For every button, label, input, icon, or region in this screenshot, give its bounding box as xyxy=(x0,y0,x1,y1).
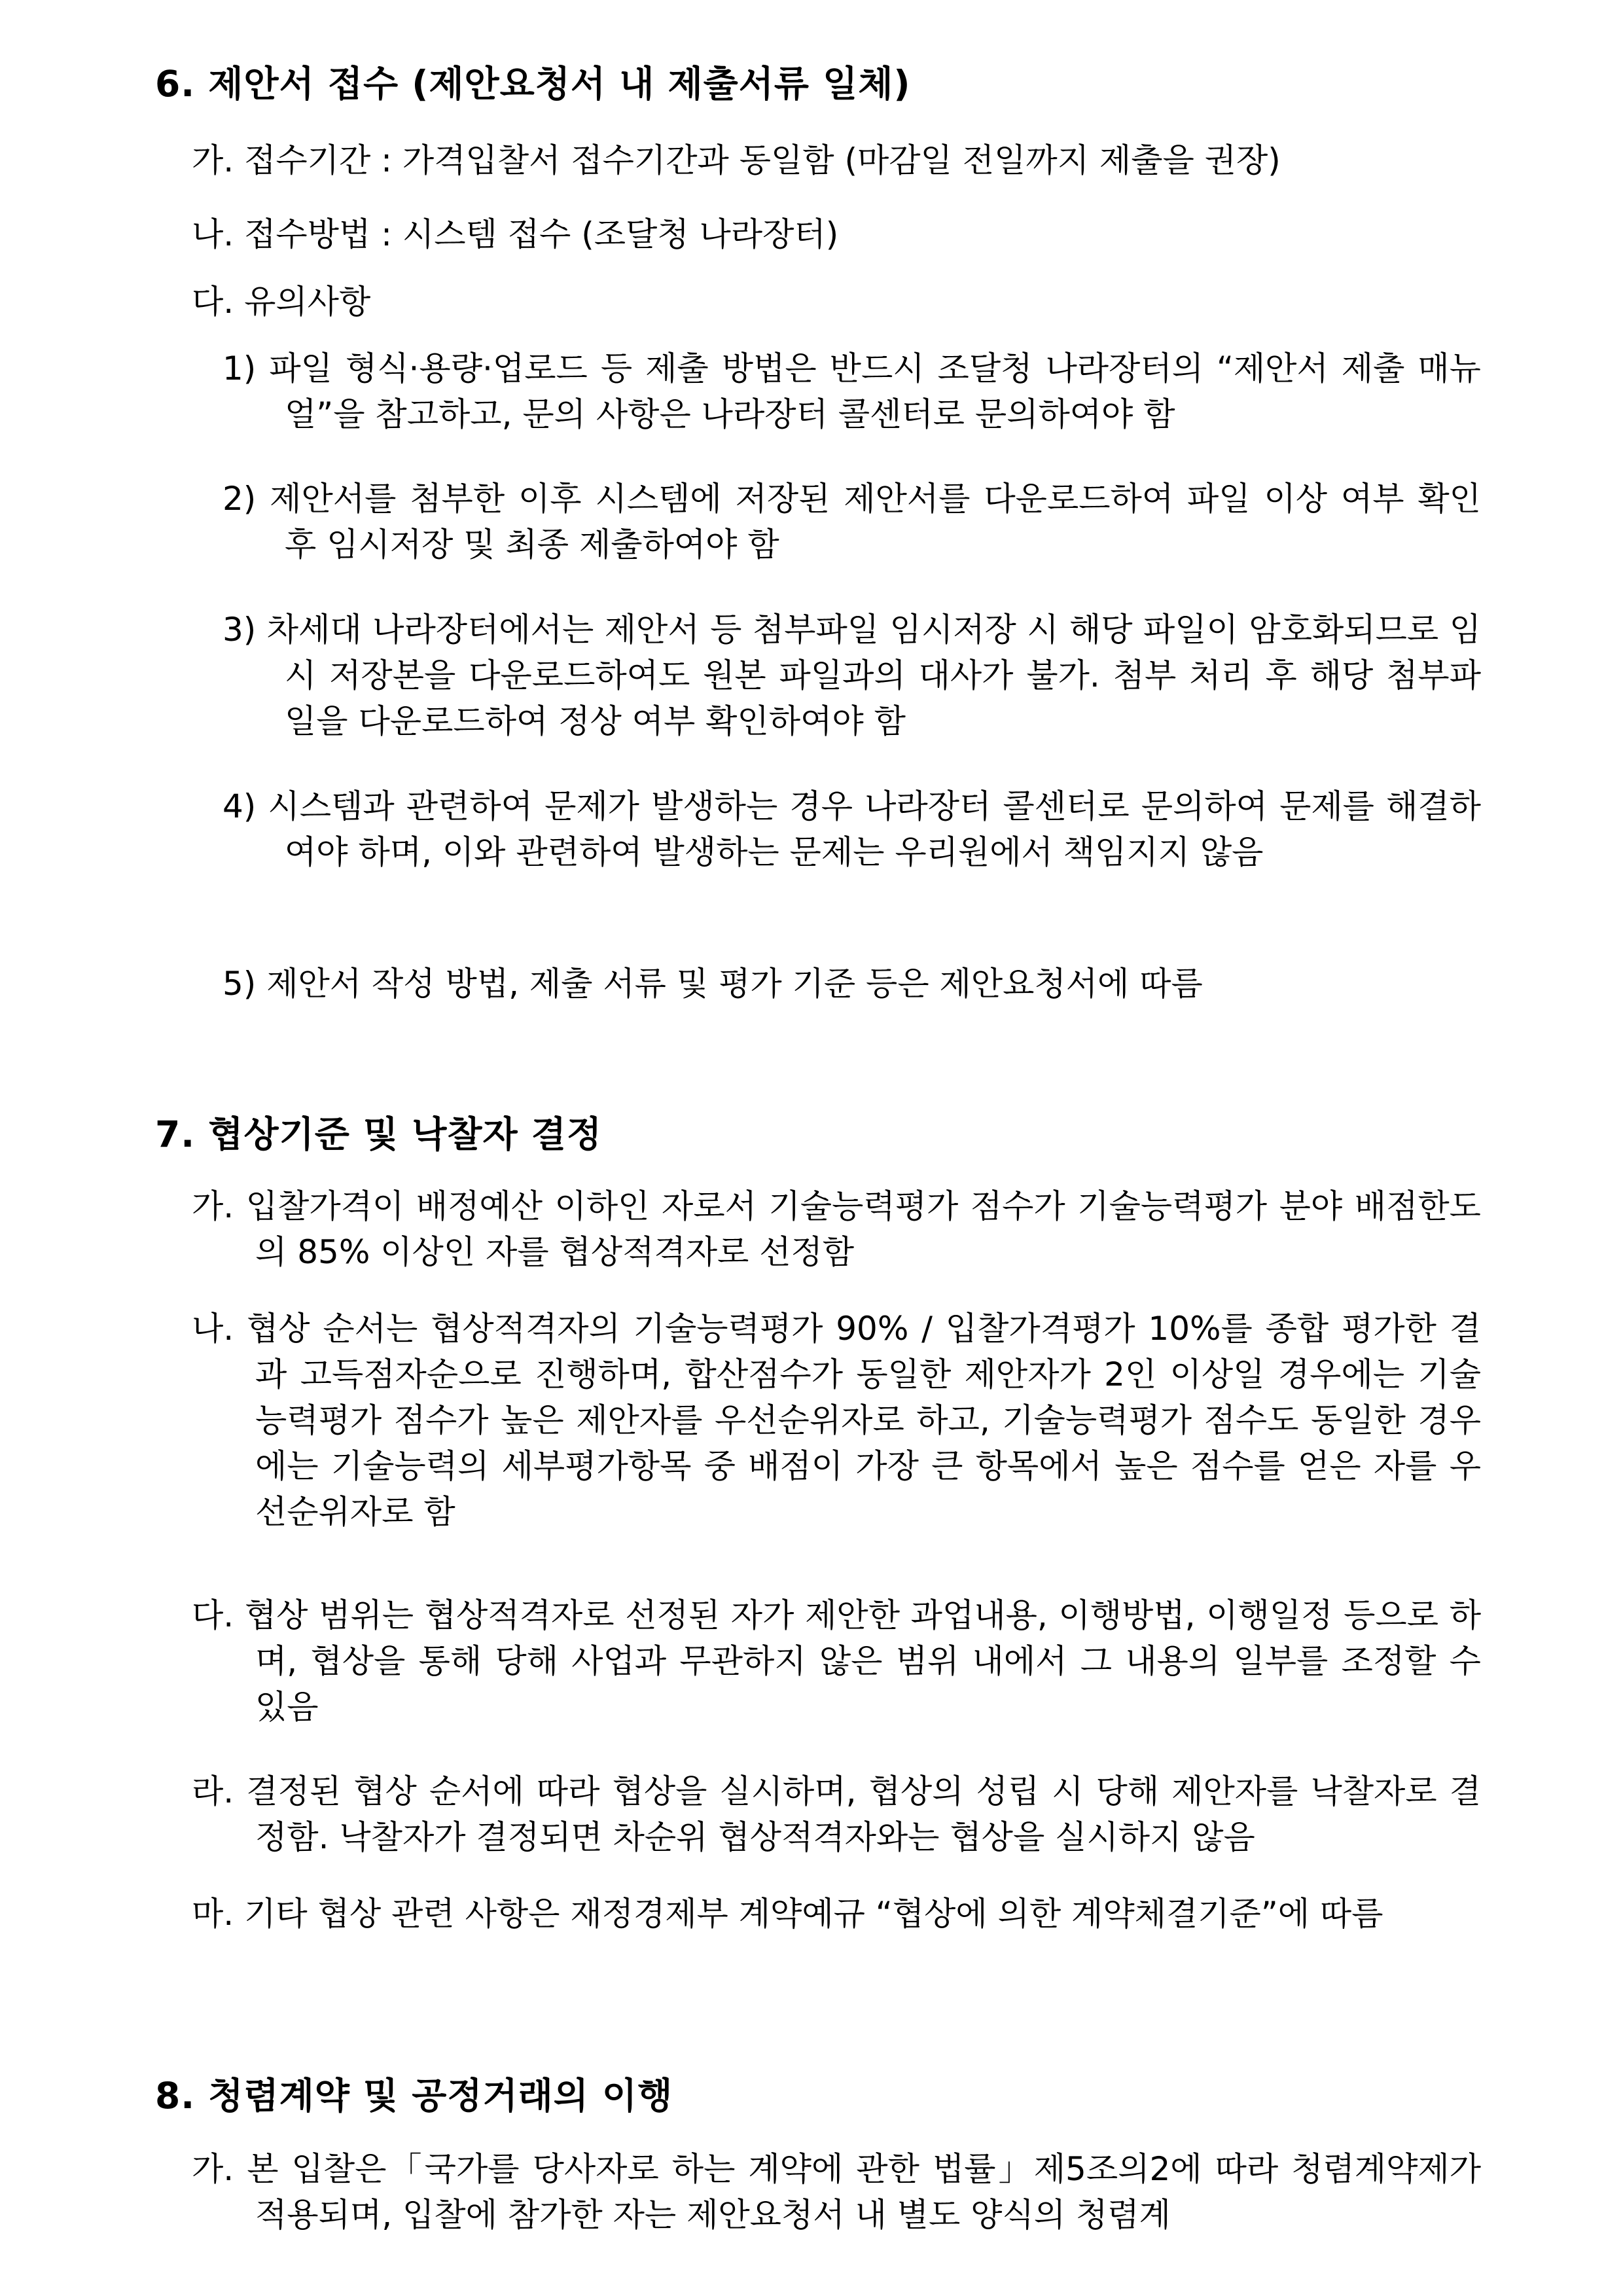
list-item: 나. 접수방법 : 시스템 접수 (조달청 나라장터) xyxy=(192,215,839,253)
list-item: 라. 결정된 협상 순서에 따라 협상을 실시하며, 협상의 성립 시 당해 제안자를 낙찰자로 결정함. 낙찰자가 결정되면 차순위 협상적격자와는 협상을 실시하지 않음 xyxy=(192,1772,1481,1856)
list-item: 가. 본 입찰은「국가를 당사자로 하는 계약에 관한 법률」제5조의2에 따라 청렴계약제가 적용되며, 입찰에 참가한 자는 제안요청서 내 별도 양식의 청렴계 xyxy=(192,2150,1481,2234)
sub-list-item: 2) 제안서를 첨부한 이후 시스템에 저장된 제안서를 다운로드하여 파일 이상 여부 확인 후 임시저장 및 최종 제출하여야 함 xyxy=(223,480,1481,564)
list-item: 마. 기타 협상 관련 사항은 재정경제부 계약예규 “협상에 의한 계약체결기준”에 따름 xyxy=(192,1895,1383,1933)
sub-list-item: 1) 파일 형식·용량·업로드 등 제출 방법은 반드시 조달청 나라장터의 “제안서 제출 매뉴얼”을 참고하고, 문의 사항은 나라장터 콜센터로 문의하여야 함 xyxy=(223,350,1481,433)
list-item: 나. 협상 순서는 협상적격자의 기술능력평가 90% / 입찰가격평가 10%를 종합 평가한 결과 고득점자순으로 진행하며, 합산점수가 동일한 제안자가 2인 이상일 경우에는 기술능력평가 점수가 높은 제안자를 우선순위자로 하고, 기술능력평가 점수도 동일한 경우에는 기술능력의 세부평가항목 중 배점이 가장 큰 항목에서 높은 점수를 얻은 자를 우선순위자로 함 xyxy=(192,1310,1481,1531)
list-item: 다. 협상 범위는 협상적격자로 선정된 자가 제안한 과업내용, 이행방법, 이행일정 등으로 하며, 협상을 통해 당해 사업과 무관하지 않은 범위 내에서 그 내용의 일부를 조정할 수 있음 xyxy=(192,1596,1481,1726)
list-item: 가. 입찰가격이 배정예산 이하인 자로서 기술능력평가 점수가 기술능력평가 분야 배점한도의 85% 이상인 자를 협상적격자로 선정함 xyxy=(192,1187,1481,1271)
sub-list-item: 5) 제안서 작성 방법, 제출 서류 및 평가 기준 등은 제안요청서에 따름 xyxy=(223,965,1203,1003)
section-heading-8: 8. 청렴계약 및 공정거래의 이행 xyxy=(155,2075,673,2117)
list-item: 다. 유의사항 xyxy=(192,283,371,321)
section-heading-6: 6. 제안서 접수 (제안요청서 내 제출서류 일체) xyxy=(155,63,911,105)
sub-list-item: 3) 차세대 나라장터에서는 제안서 등 첨부파일 임시저장 시 해당 파일이 암호화되므로 임시 저장본을 다운로드하여도 원본 파일과의 대사가 불가. 첨부 처리 후 해당 첨부파일을 다운로드하여 정상 여부 확인하여야 함 xyxy=(223,611,1481,740)
section-heading-7: 7. 협상기준 및 낙찰자 결정 xyxy=(155,1113,603,1155)
list-item: 가. 접수기간 : 가격입찰서 접수기간과 동일함 (마감일 전일까지 제출을 권장) xyxy=(192,141,1281,179)
sub-list-item: 4) 시스템과 관련하여 문제가 발생하는 경우 나라장터 콜센터로 문의하여 문제를 해결하여야 하며, 이와 관련하여 발생하는 문제는 우리원에서 책임지지 않음 xyxy=(223,787,1481,871)
